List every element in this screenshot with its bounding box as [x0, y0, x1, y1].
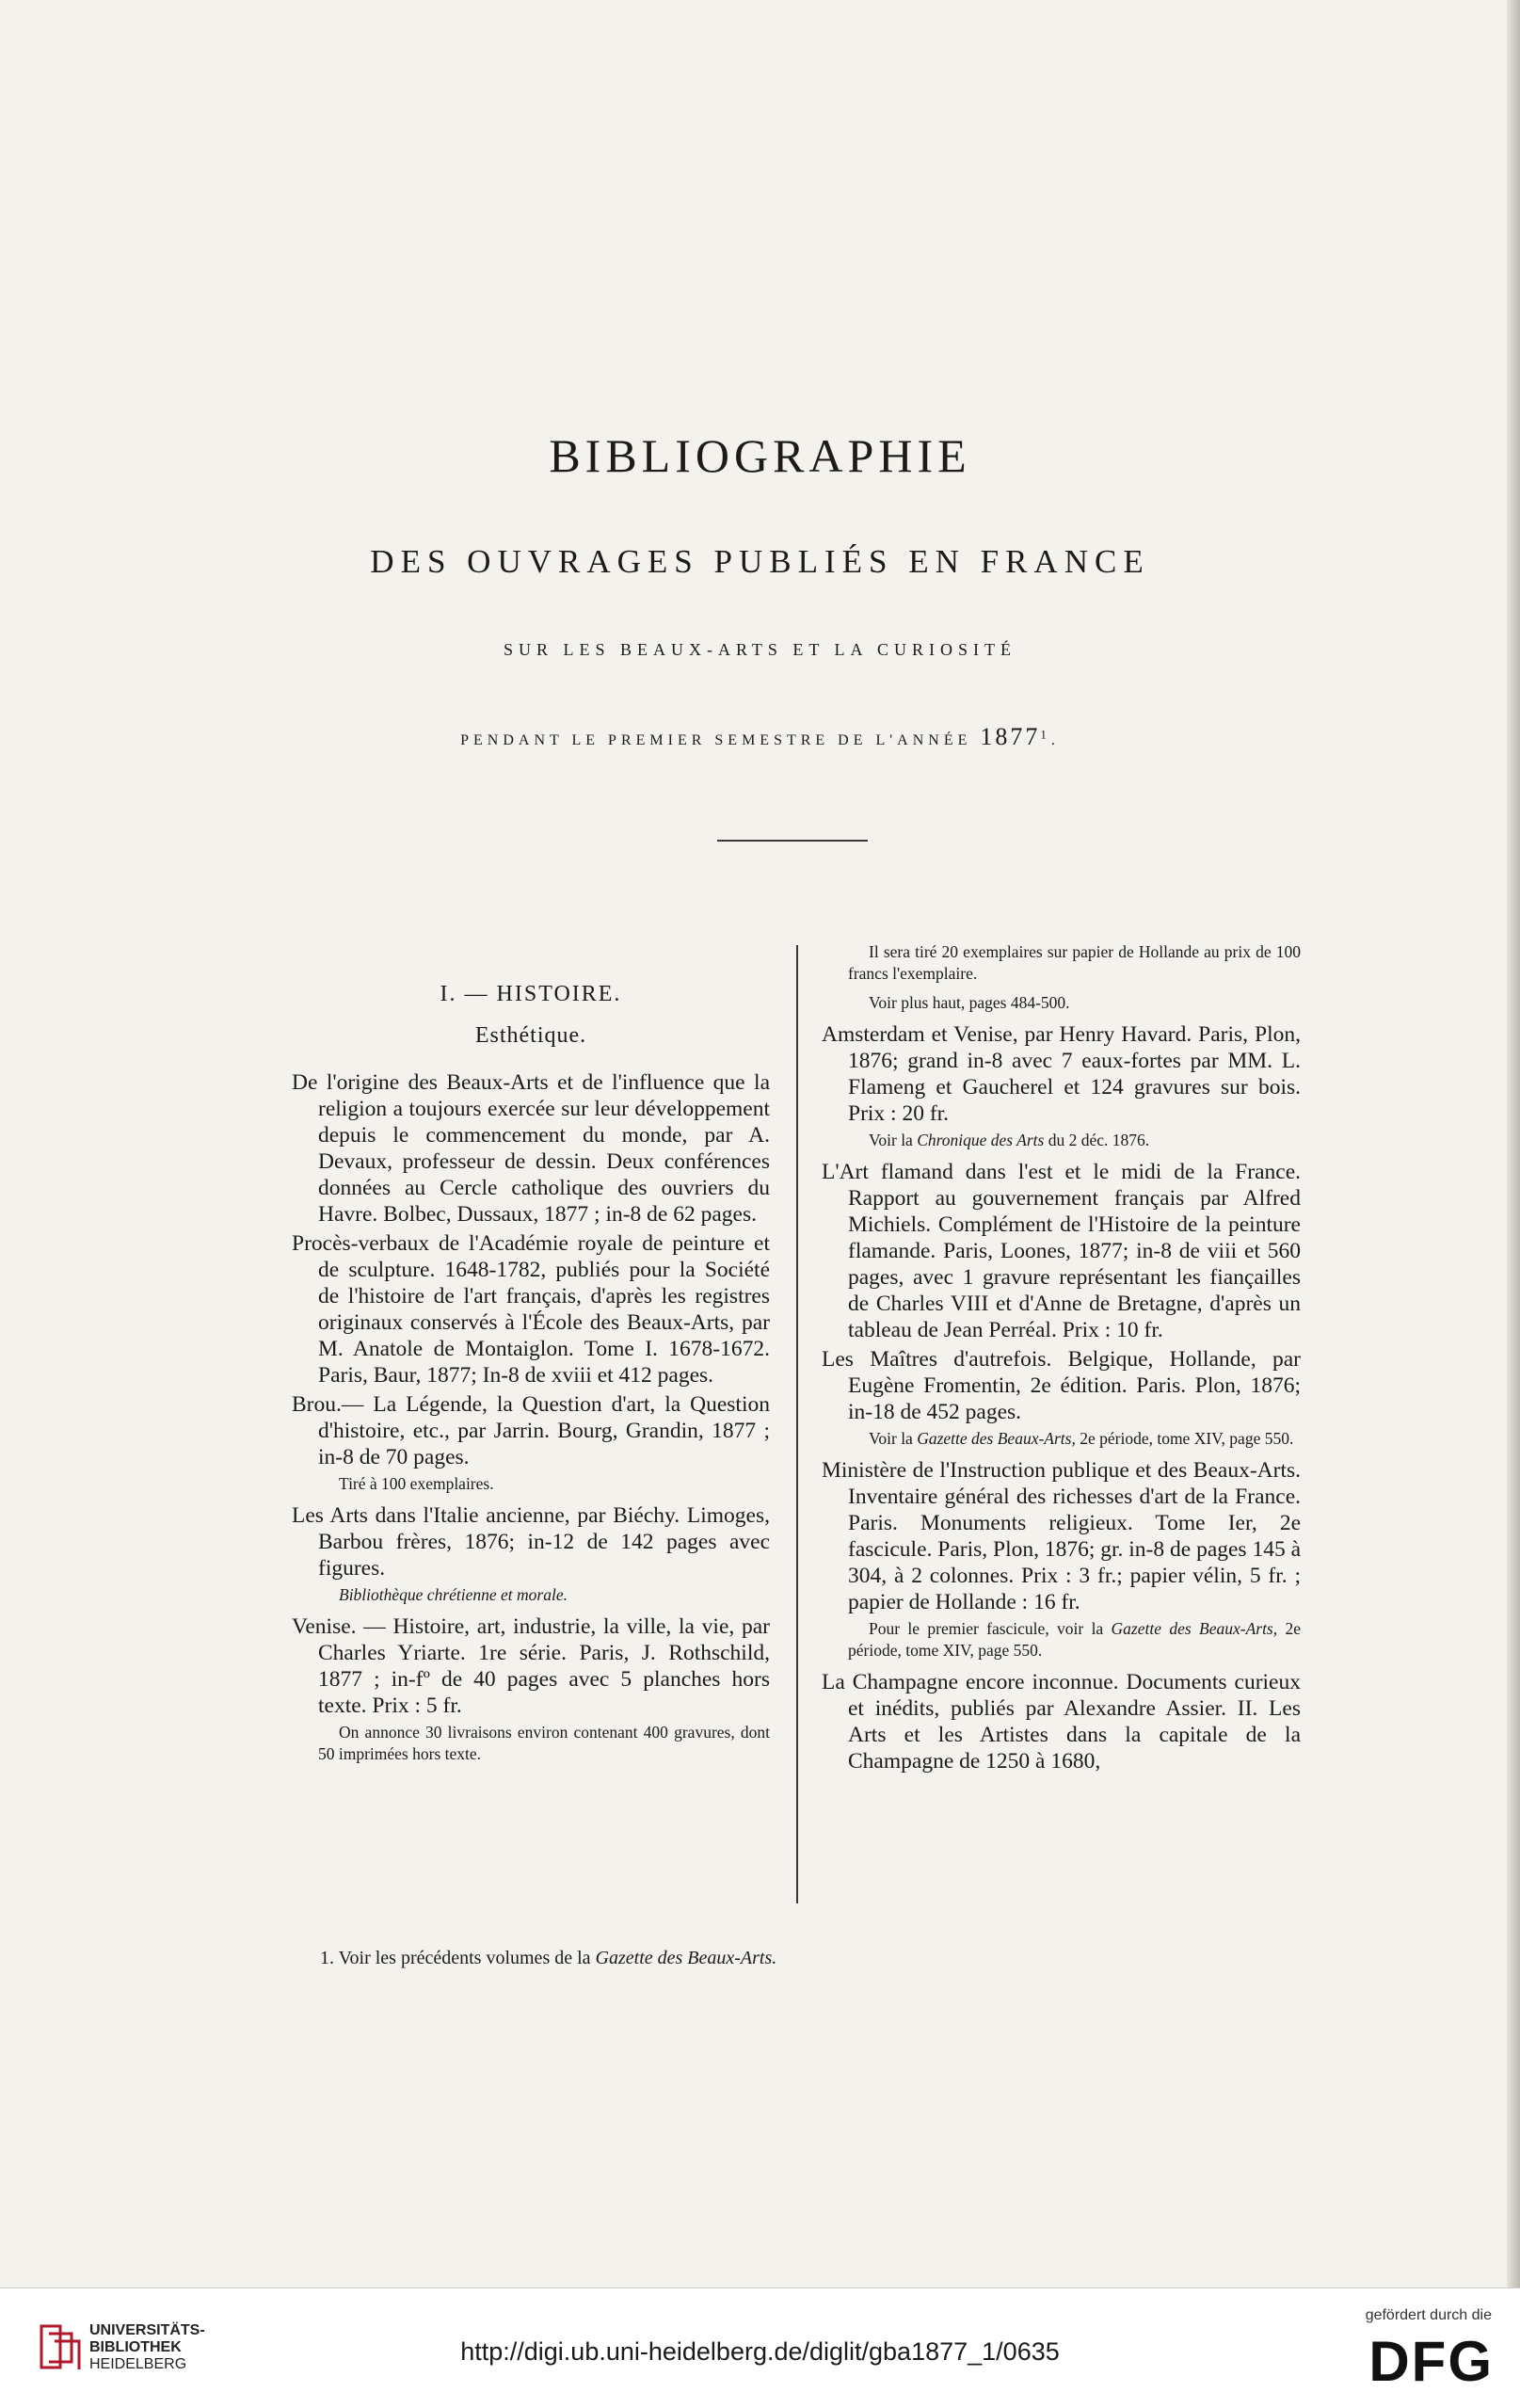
footnote-italic: Gazette des Beaux-Arts.	[595, 1948, 777, 1968]
bib-entry: Brou.— La Légende, la Question d'art, la Question d'histoire, etc., par Jarrin. Bourg, Grandin, 1877 ; in-8 de 70 pages.	[292, 1392, 770, 1469]
footnote-number: 1.	[320, 1948, 334, 1968]
note-text: 2e période, tome XIV, page 550.	[848, 1619, 1301, 1660]
viewer-footer	[0, 2288, 1520, 2408]
note-text: Voir la	[869, 1131, 913, 1149]
dfg-logo: DFG	[1368, 2330, 1494, 2393]
column-divider	[796, 945, 798, 1903]
bib-entry: Amsterdam et Venise, par Henry Havard. Paris, Plon, 1876; grand in-8 avec 7 eaux-fortes par MM. L. Flameng et Gaucherel et 124 gravures sur bois. Prix : 20 fr.	[822, 1022, 1301, 1126]
bib-entry: De l'origine des Beaux-Arts et de l'influence que la religion a toujours exercée sur leur développement depuis le commencement du monde, par A. Devaux, professeur de dessin. Deux conférences données au Cercle catholique des ouvriers du Havre. Bolbec, Dussaux, 1877 ; in-8 de 62 pages.	[292, 1070, 770, 1227]
bib-note	[822, 1618, 1301, 1662]
note-text: Voir la	[869, 1429, 913, 1448]
right-column	[822, 941, 1301, 1777]
note-text: du 2 déc. 1876.	[1048, 1131, 1150, 1149]
left-column	[292, 941, 770, 1773]
bib-entry: Venise. — Histoire, art, industrie, la ville, la vie, par Charles Yriarte. 1re série. Paris, J. Rothschild, 1877 ; in-fº de 40 pages avec 5 planches hors texte. Prix : 5 fr.	[292, 1614, 770, 1718]
note-text: Pour le premier fascicule, voir la	[869, 1619, 1104, 1638]
library-name-line: BIBLIOTHEK	[89, 2339, 182, 2355]
period-end: .	[1050, 732, 1060, 748]
period-year: 1877	[980, 723, 1041, 750]
bib-note: Tiré à 100 exemplaires.	[339, 1474, 494, 1493]
section-subtitle: Esthétique.	[474, 1023, 587, 1048]
bib-note: Voir plus haut, pages 484-500.	[869, 993, 1070, 1012]
bib-entry: La Champagne encore inconnue. Documents curieux et inédits, publiés par Alexandre Assier. II. Les Arts et les Artistes dans la capitale de la Champagne de 1250 à 1680,	[822, 1670, 1301, 1774]
note-italic: Gazette des Beaux-Arts,	[917, 1429, 1076, 1448]
page-subtitle: DES OUVRAGES PUBLIÉS EN FRANCE	[370, 543, 1150, 580]
library-name-line: HEIDELBERG	[89, 2356, 187, 2372]
bib-entry: Ministère de l'Instruction publique et des Beaux-Arts. Inventaire général des richesses d'art de la France. Paris. Monuments religieux. Tome Ier, 2e fascicule. Paris, Plon, 1876; gr. in-8 de pages 145 à 304, à 2 colonnes. Prix : 3 fr.; papier vélin, 5 fr. ; papier de Hollande : 16 fr.	[822, 1458, 1302, 1614]
period-text: PENDANT LE PREMIER SEMESTRE DE L'ANNÉE	[460, 732, 972, 748]
bib-entry: Les Arts dans l'Italie ancienne, par Biéchy. Limoges, Barbou frères, 1876; in-12 de 142 pages avec figures.	[292, 1503, 770, 1581]
footnote-text: Voir les précédents volumes de la	[338, 1948, 591, 1968]
page-title: BIBLIOGRAPHIE	[549, 429, 971, 482]
note-text: 2e période, tome XIV, page 550.	[1080, 1429, 1294, 1448]
bib-note	[822, 1130, 1301, 1151]
period-line	[0, 723, 1520, 751]
funding-label: gefördert durch die	[1365, 2307, 1492, 2323]
bib-entry: Procès-verbaux de l'Académie royale de peinture et de sculpture. 1648-1782, publiés pour la Société de l'histoire de l'art français, d'après les registres originaux conservés à l'École des Beaux-Arts, par M. Anatole de Montaiglon. Tome I. 1678-1672. Paris, Baur, 1877; In-8 de xviii et 412 pages.	[292, 1231, 770, 1388]
bib-entry: Les Maîtres d'autrefois. Belgique, Hollande, par Eugène Fromentin, 2e édition. Paris. Plon, 1876; in-18 de 452 pages.	[822, 1347, 1301, 1424]
bib-note: Il sera tiré 20 exemplaires sur papier de Hollande au prix de 100 francs l'exemplaire.	[848, 942, 1301, 983]
section-title: I. — HISTOIRE.	[440, 982, 622, 1006]
footnote-mark: 1	[1040, 727, 1051, 742]
bib-note-italic: Bibliothèque chrétienne et morale.	[339, 1585, 568, 1604]
permalink-url[interactable]: http://digi.ub.uni-heidelberg.de/diglit/gba1877_1/0635	[460, 2337, 1060, 2366]
bib-note	[292, 1584, 770, 1606]
title-rule	[717, 840, 868, 842]
page-edge-shadow	[1507, 0, 1520, 2288]
bib-note: On annonce 30 livraisons environ contenant 400 gravures, dont 50 imprimées hors texte.	[318, 1723, 770, 1763]
library-name-line: UNIVERSITÄTS-	[89, 2322, 205, 2338]
note-italic: Gazette des Beaux-Arts,	[1111, 1619, 1278, 1638]
page-subtitle-2: SUR LES BEAUX-ARTS ET LA CURIOSITÉ	[503, 640, 1017, 659]
bib-entry: L'Art flamand dans l'est et le midi de la France. Rapport au gouvernement français par Alfred Michiels. Complément de l'Histoire de la peinture flamande. Paris, Loones, 1877; in-8 de viii et 560 pages, avec 1 gravure représentant les fiançailles de Charles VIII et d'Anne de Bretagne, d'après un tableau de Jean Perréal. Prix : 10 fr.	[822, 1160, 1301, 1342]
bib-note	[822, 1428, 1301, 1450]
note-italic: Chronique des Arts	[917, 1131, 1045, 1149]
footnote	[320, 1946, 1073, 1970]
